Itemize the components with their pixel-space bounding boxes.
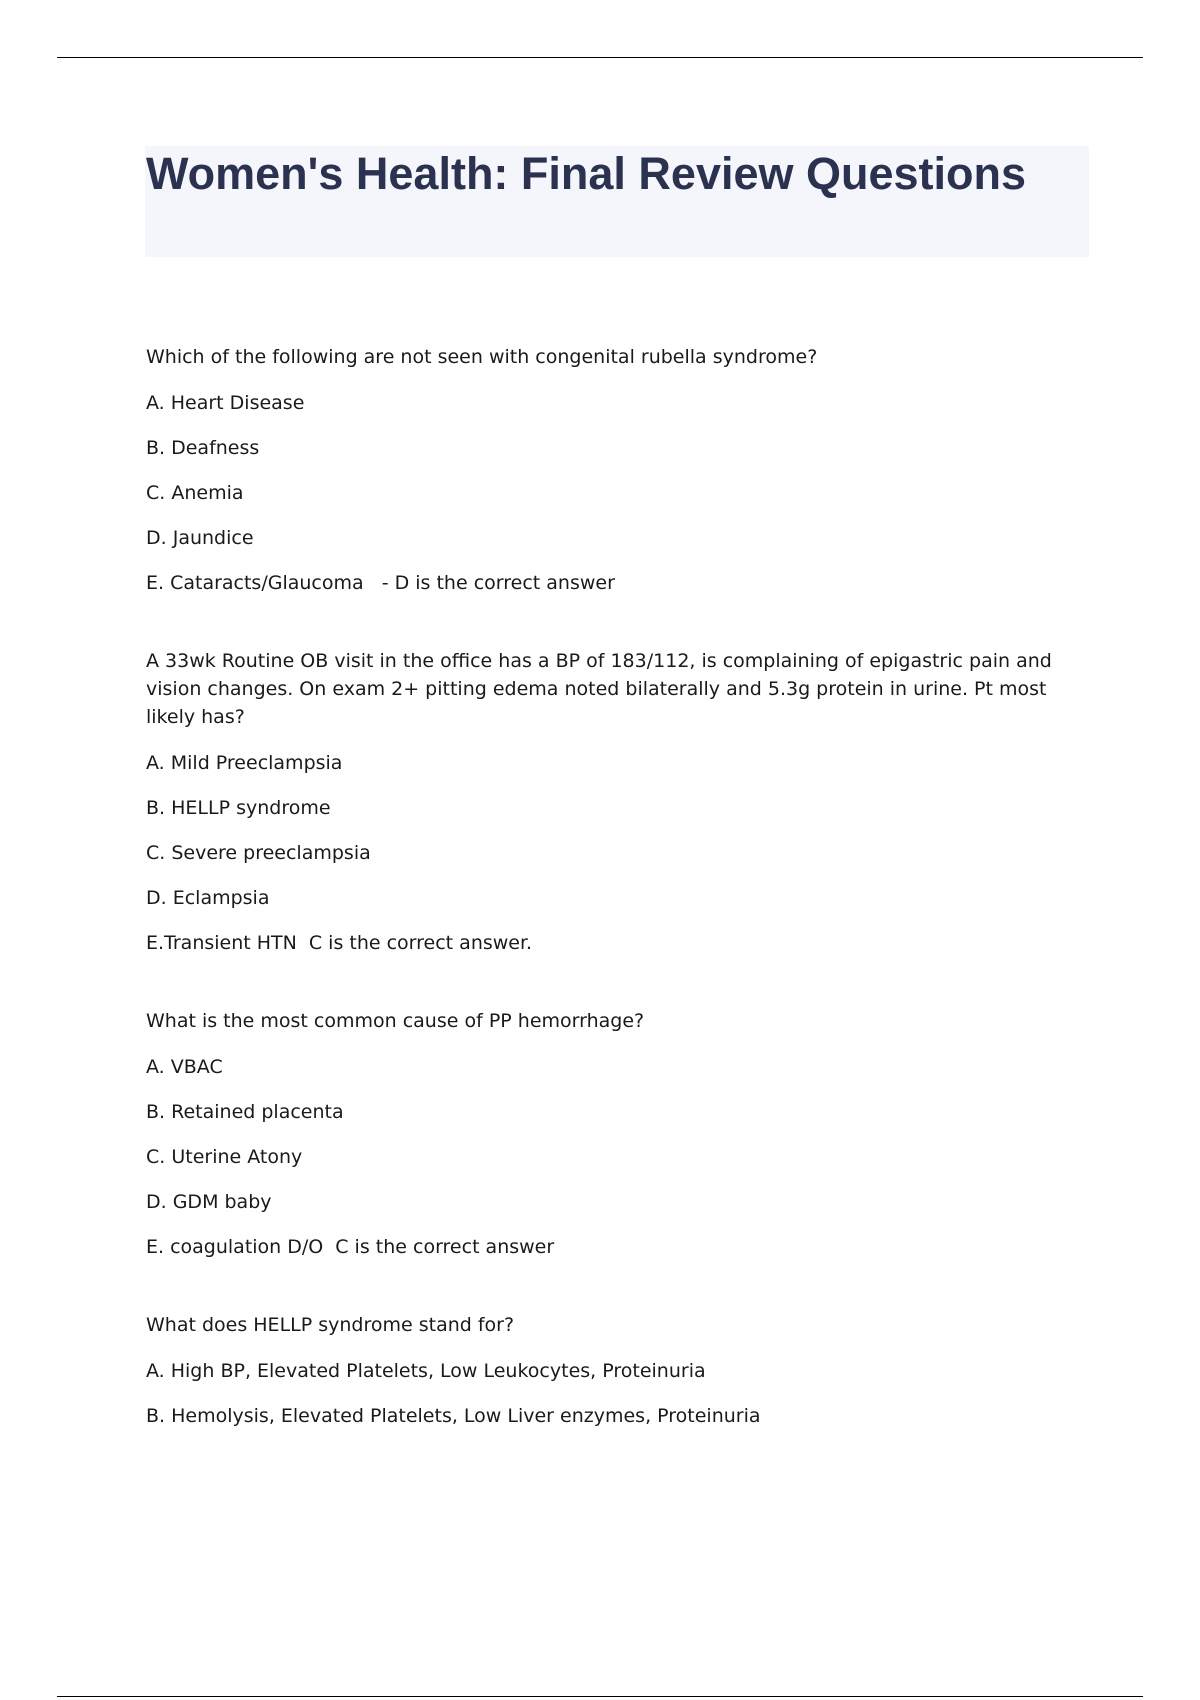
option-e-with-answer: [146, 929, 1076, 957]
question-text: Which of the following are not seen with congenital rubella syndrome?: [146, 346, 818, 368]
question-list: [146, 343, 1076, 1480]
question-2: [146, 647, 1076, 957]
option-a: A. High BP, Elevated Platelets, Low Leukocytes, Proteinuria: [146, 1360, 706, 1382]
option-e: E. coagulation D/O: [146, 1236, 324, 1258]
option-d: D. Eclampsia: [146, 887, 270, 909]
answer-note: C is the correct answer: [335, 1236, 555, 1258]
option-b: B. HELLP syndrome: [146, 797, 331, 819]
option-d: D. Jaundice: [146, 527, 254, 549]
answer-note: C is the correct answer.: [308, 932, 533, 954]
option-e: E. Cataracts/Glaucoma: [146, 572, 364, 594]
option-e: E.Transient HTN: [146, 932, 297, 954]
option-b: B. Hemolysis, Elevated Platelets, Low Liver enzymes, Proteinuria: [146, 1405, 761, 1427]
bottom-rule: [57, 1696, 1143, 1697]
option-d: D. GDM baby: [146, 1191, 272, 1213]
option-c: C. Severe preeclampsia: [146, 842, 371, 864]
option-a: A. Heart Disease: [146, 392, 305, 414]
question-1: [146, 343, 1076, 597]
option-b: B. Retained placenta: [146, 1101, 344, 1123]
document-title: Women's Health: Final Review Questions: [146, 148, 1027, 199]
option-c: C. Anemia: [146, 482, 244, 504]
option-c: C. Uterine Atony: [146, 1146, 303, 1168]
question-text: What is the most common cause of PP hemorrhage?: [146, 1010, 645, 1032]
option-e-with-answer: [146, 1233, 1076, 1261]
option-a: A. VBAC: [146, 1056, 223, 1078]
option-e-with-answer: [146, 569, 1076, 597]
answer-note: - D is the correct answer: [375, 572, 615, 594]
question-3: [146, 1007, 1076, 1261]
question-text: A 33wk Routine OB visit in the office has a BP of 183/112, is complaining of epigastric pain and vision changes. On exam 2+ pitting edema noted bilaterally and 5.3g protein in urine. Pt most likely has?: [146, 650, 1052, 728]
question-text: What does HELLP syndrome stand for?: [146, 1314, 515, 1336]
option-b: B. Deafness: [146, 437, 260, 459]
question-4: [146, 1311, 1076, 1430]
top-rule: [57, 57, 1143, 58]
option-a: A. Mild Preeclampsia: [146, 752, 343, 774]
